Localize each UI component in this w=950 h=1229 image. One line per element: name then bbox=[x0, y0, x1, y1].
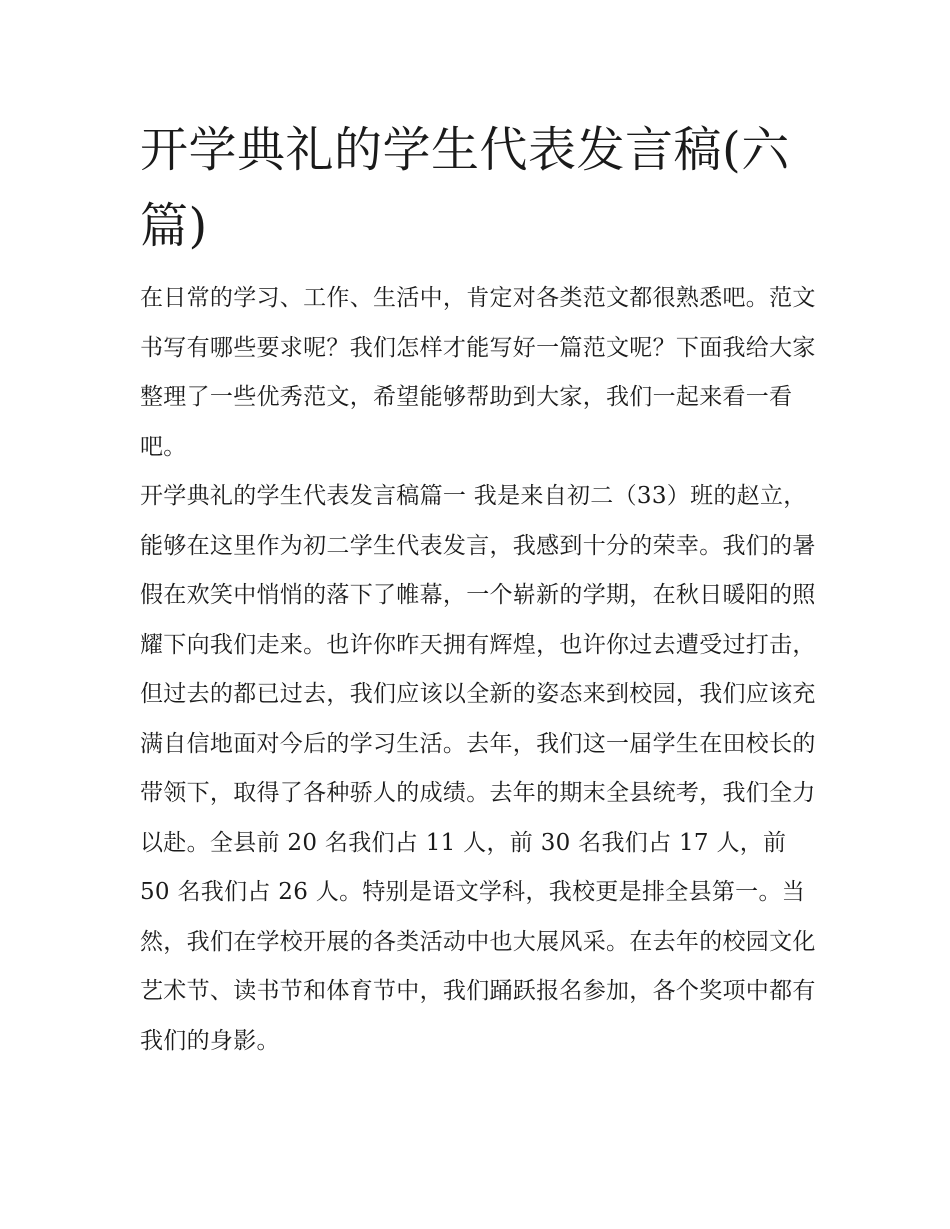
intro-paragraph: 在日常的学习、工作、生活中，肯定对各类范文都很熟悉吧。范文书写有哪些要求呢？我们怎样才能写好一篇范文呢？下面我给大家整理了一些优秀范文，希望能够帮助到大家，我们一起来看一看吧。 bbox=[140, 285, 816, 460]
document-title: 开学典礼的学生代表发言稿(六篇) bbox=[140, 122, 790, 254]
speech-paragraph: 开学典礼的学生代表发言稿篇一 我是来自初二（33）班的赵立，能够在这里作为初二学生代表发言，我感到十分的荣幸。我们的暑假在欢笑中悄悄的落下了帷幕，一个崭新的学期，在秋日暖阳的照耀下向我们走来。也许你昨天拥有辉煌，也许你过去遭受过打击，但过去的都已过去，我们应该以全新的姿态来到校园，我们应该充满自信地面对今后的学习生活。去年，我们这一届学生在田校长的带领下，取得了各种骄人的成绩。去年的期末全县统考，我们全力以赴。全县前 20 名我们占 11 人，前 30 名我们占 17 人，前 50 名我们占 26 人。特别是语文学科，我校更是排全县第一。当然，我们在学校开展的各类活动中也大展风采。在去年的校园文化艺术节、读书节和体育节中，我们踊跃报名参加，各个奖项中都有我们的身影。 bbox=[140, 483, 816, 1054]
document-page bbox=[140, 112, 816, 1066]
